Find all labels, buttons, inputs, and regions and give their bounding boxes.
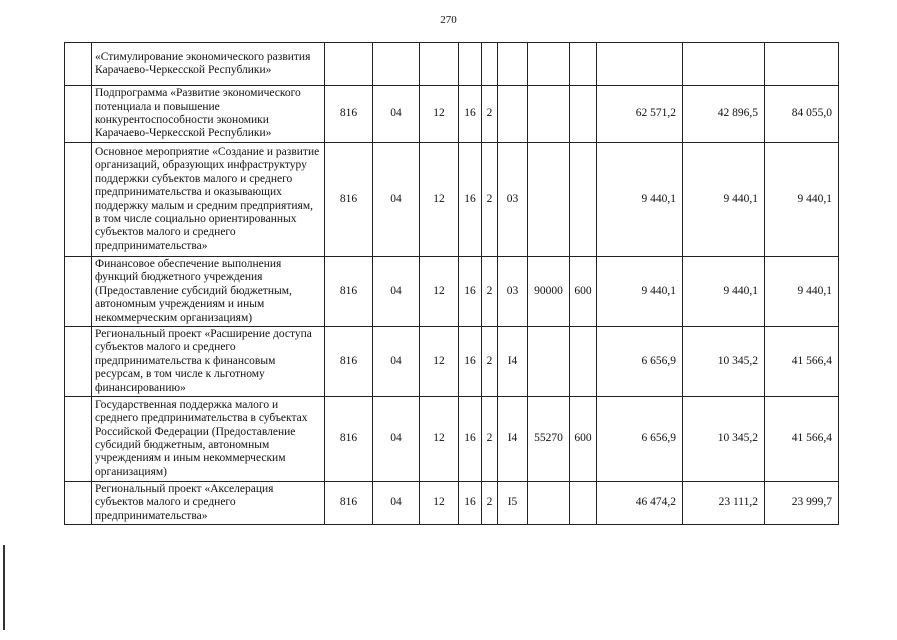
pr-cell: 12 — [420, 86, 459, 143]
row-number-cell — [65, 143, 92, 257]
cs2-cell: 2 — [482, 257, 498, 327]
gr-cell: 816 — [325, 86, 373, 143]
gr-cell: 816 — [325, 257, 373, 327]
cs1-cell: 16 — [459, 257, 482, 327]
cs3-cell: 03 — [498, 143, 528, 257]
cs4-cell — [528, 482, 570, 525]
item-name-cell: Региональный проект «Акселерация субъектов малого и среднего предпринимательства» — [92, 482, 325, 525]
year1-amount-cell: 6 656,9 — [597, 397, 683, 482]
rz-cell: 04 — [373, 327, 420, 397]
year2-amount-cell: 10 345,2 — [683, 397, 765, 482]
cs2-cell: 2 — [482, 327, 498, 397]
year1-amount-cell: 62 571,2 — [597, 86, 683, 143]
year3-amount-cell: 9 440,1 — [765, 143, 839, 257]
table-row — [65, 43, 839, 86]
year1-amount-cell: 46 474,2 — [597, 482, 683, 525]
year3-amount-cell: 41 566,4 — [765, 327, 839, 397]
gr-cell: 816 — [325, 482, 373, 525]
cs2-cell: 2 — [482, 482, 498, 525]
year3-amount-cell: 41 566,4 — [765, 397, 839, 482]
cs1-cell: 16 — [459, 143, 482, 257]
year3-amount-cell: 9 440,1 — [765, 257, 839, 327]
vr-cell — [570, 86, 597, 143]
table-row — [65, 257, 839, 327]
table-row — [65, 143, 839, 257]
row-number-cell — [65, 327, 92, 397]
year2-amount-cell: 9 440,1 — [683, 143, 765, 257]
cs4-cell: 55270 — [528, 397, 570, 482]
cs1-cell: 16 — [459, 482, 482, 525]
cs1-cell: 16 — [459, 397, 482, 482]
year2-amount-cell — [683, 43, 765, 86]
rz-cell: 04 — [373, 86, 420, 143]
cs1-cell: 16 — [459, 86, 482, 143]
year1-amount-cell: 9 440,1 — [597, 143, 683, 257]
cs4-cell — [528, 143, 570, 257]
cs4-cell — [528, 327, 570, 397]
pr-cell — [420, 43, 459, 86]
year2-amount-cell: 10 345,2 — [683, 327, 765, 397]
cs2-cell: 2 — [482, 397, 498, 482]
table-row — [65, 397, 839, 482]
cs3-cell: I4 — [498, 397, 528, 482]
item-name-cell: Финансовое обеспечение выполнения функций бюджетного учреждения (Предоставление субсидий бюджетным, автономным учреждениям и иным некоммерческим организациям) — [92, 257, 325, 327]
year2-amount-cell: 42 896,5 — [683, 86, 765, 143]
row-number-cell — [65, 482, 92, 525]
vr-cell — [570, 482, 597, 525]
row-number-cell — [65, 86, 92, 143]
year3-amount-cell — [765, 43, 839, 86]
budget-table — [64, 42, 839, 525]
item-name-cell: Государственная поддержка малого и среднего предпринимательства в субъектах Российской Федерации (Предоставление субсидий бюджетным, автономным учреждениям и иным некоммерческим организациям) — [92, 397, 325, 482]
row-number-cell — [65, 397, 92, 482]
item-name-cell: «Стимулирование экономического развития Карачаево-Черкесской Республики» — [92, 43, 325, 86]
item-name-cell: Основное мероприятие «Создание и развитие организаций, образующих инфраструктуру поддержки субъектов малого и среднего предпринимательства и оказывающих поддержку малым и средним предприятиям, в том числе социально ориентированных субъектов малого и среднего предпринимательства» — [92, 143, 325, 257]
page-number: 270 — [440, 14, 457, 26]
pr-cell: 12 — [420, 257, 459, 327]
cs3-cell: I5 — [498, 482, 528, 525]
cs3-cell — [498, 43, 528, 86]
item-name-cell: Подпрограмма «Развитие экономического потенциала и повышение конкурентоспособности экономики Карачаево-Черкесской Республики» — [92, 86, 325, 143]
vr-cell: 600 — [570, 257, 597, 327]
rz-cell: 04 — [373, 257, 420, 327]
rz-cell: 04 — [373, 397, 420, 482]
vr-cell — [570, 327, 597, 397]
cs4-cell — [528, 43, 570, 86]
gr-cell: 816 — [325, 143, 373, 257]
cs4-cell: 90000 — [528, 257, 570, 327]
year1-amount-cell: 9 440,1 — [597, 257, 683, 327]
table-row — [65, 86, 839, 143]
pr-cell: 12 — [420, 482, 459, 525]
table-row — [65, 482, 839, 525]
year1-amount-cell — [597, 43, 683, 86]
cs3-cell: I4 — [498, 327, 528, 397]
rz-cell — [373, 43, 420, 86]
item-name-cell: Региональный проект «Расширение доступа субъектов малого и среднего предпринимательства к финансовым ресурсам, в том числе к льготному финансированию» — [92, 327, 325, 397]
cs3-cell — [498, 86, 528, 143]
row-number-cell — [65, 257, 92, 327]
cs2-cell: 2 — [482, 143, 498, 257]
rz-cell: 04 — [373, 143, 420, 257]
cs4-cell — [528, 86, 570, 143]
pr-cell: 12 — [420, 327, 459, 397]
year1-amount-cell: 6 656,9 — [597, 327, 683, 397]
table-row — [65, 327, 839, 397]
year3-amount-cell: 23 999,7 — [765, 482, 839, 525]
table-body — [65, 43, 839, 525]
year2-amount-cell: 23 111,2 — [683, 482, 765, 525]
gr-cell: 816 — [325, 327, 373, 397]
gr-cell — [325, 43, 373, 86]
cs2-cell: 2 — [482, 86, 498, 143]
vr-cell — [570, 43, 597, 86]
pr-cell: 12 — [420, 143, 459, 257]
year3-amount-cell: 84 055,0 — [765, 86, 839, 143]
year2-amount-cell: 9 440,1 — [683, 257, 765, 327]
rz-cell: 04 — [373, 482, 420, 525]
gr-cell: 816 — [325, 397, 373, 482]
vr-cell — [570, 143, 597, 257]
vr-cell: 600 — [570, 397, 597, 482]
cs3-cell: 03 — [498, 257, 528, 327]
row-number-cell — [65, 43, 92, 86]
cs2-cell — [482, 43, 498, 86]
cs1-cell — [459, 43, 482, 86]
scan-edge-line — [3, 545, 5, 630]
pr-cell: 12 — [420, 397, 459, 482]
cs1-cell: 16 — [459, 327, 482, 397]
